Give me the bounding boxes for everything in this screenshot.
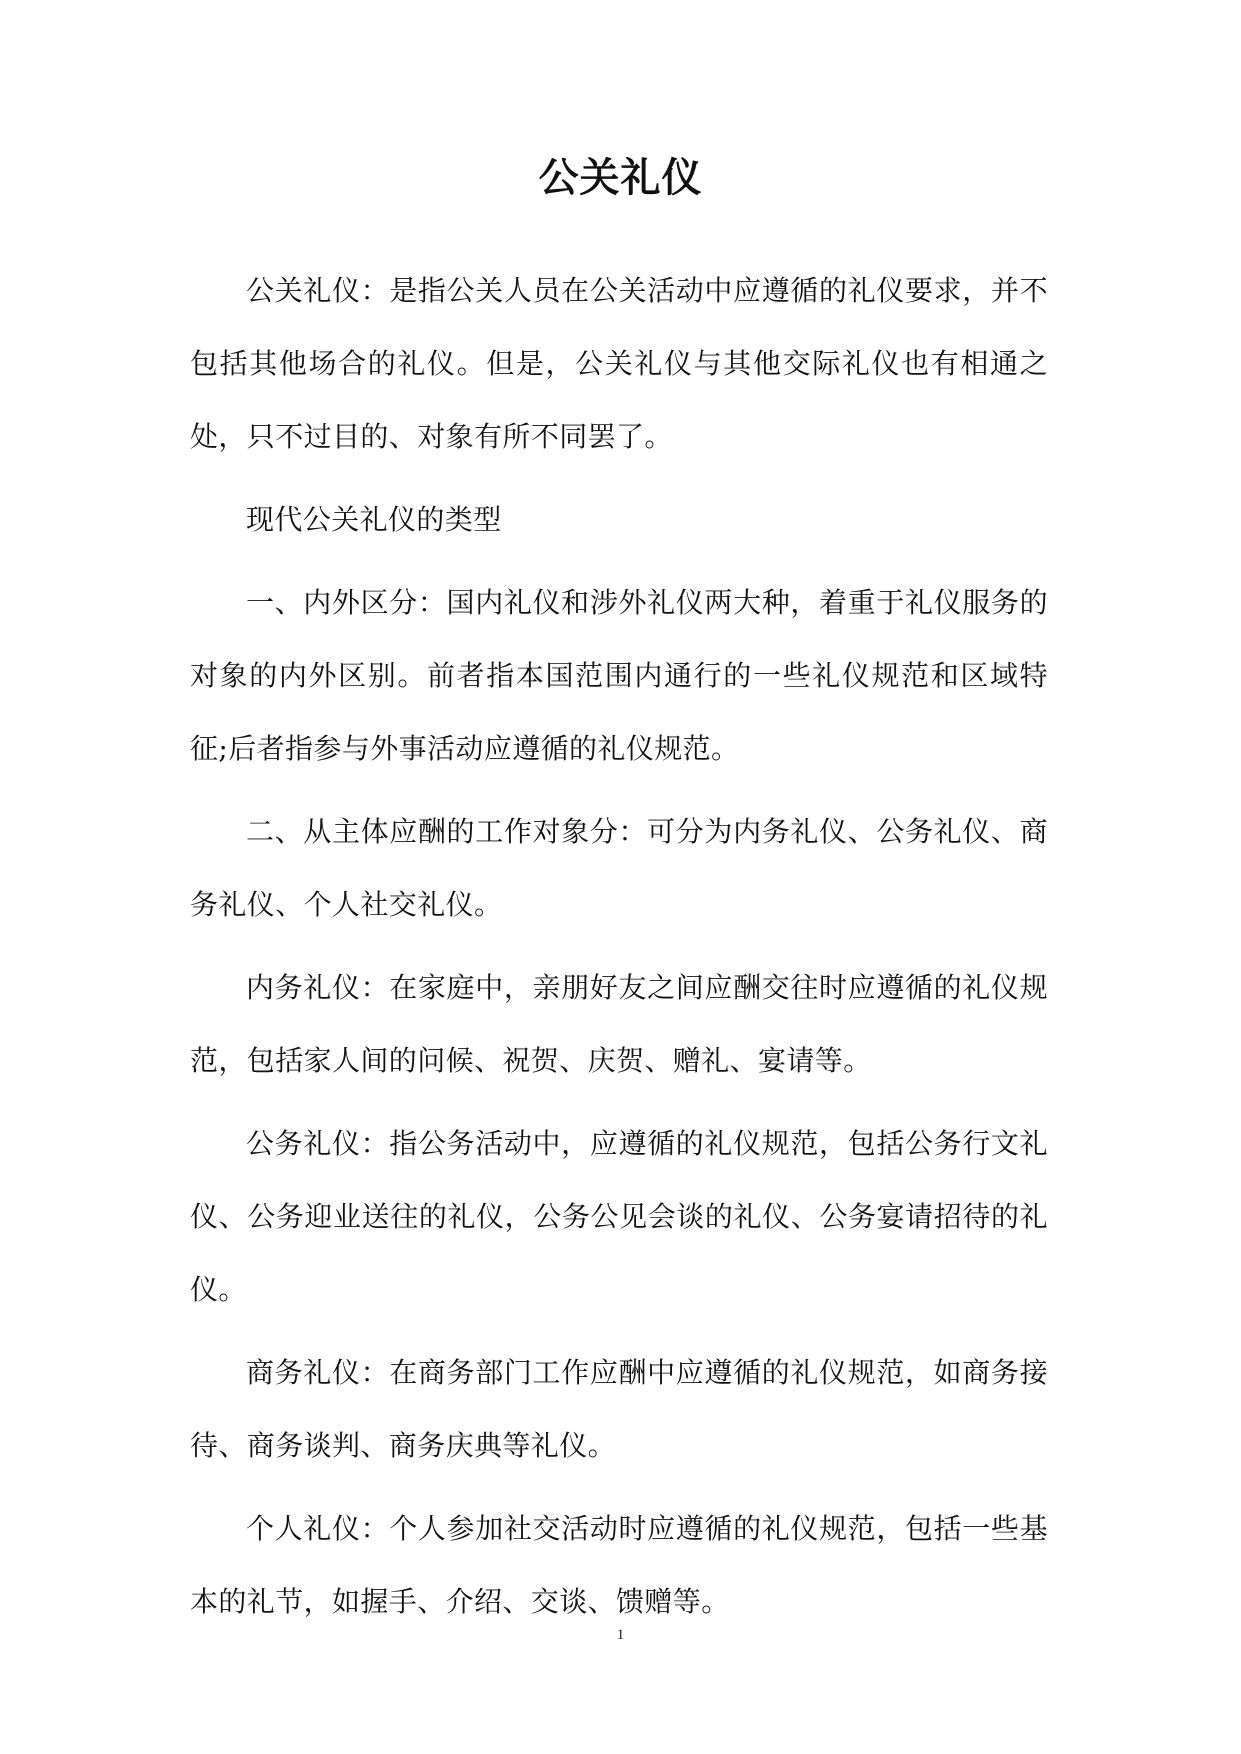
document-body (190, 254, 1048, 1648)
page-number: 1 (616, 1627, 625, 1643)
paragraph-work-object: 二、从主体应酬的工作对象分：可分为内务礼仪、公务礼仪、商务礼仪、个人社交礼仪。 (190, 815, 1048, 921)
document-title: 公关礼仪 (538, 154, 703, 201)
paragraph-household-etiquette: 内务礼仪：在家庭中，亲朋好友之间应酬交往时应遵循的礼仪规范，包括家人间的问候、祝贺、庆贺、赠礼、宴请等。 (190, 971, 1048, 1077)
paragraph-definition: 公关礼仪：是指公关人员在公关活动中应遵循的礼仪要求，并不包括其他场合的礼仪。但是，公关礼仪与其他交际礼仪也有相通之处，只不过目的、对象有所不同罢了。 (190, 274, 1048, 453)
paragraph-official-etiquette: 公务礼仪：指公务活动中，应遵循的礼仪规范，包括公务行文礼仪、公务迎业送往的礼仪，公务公见会谈的礼仪、公务宴请招待的礼仪。 (190, 1127, 1048, 1306)
paragraph-types-heading: 现代公关礼仪的类型 (246, 503, 502, 536)
paragraph-business-etiquette: 商务礼仪：在商务部门工作应酬中应遵循的礼仪规范，如商务接待、商务谈判、商务庆典等礼仪。 (190, 1356, 1048, 1462)
paragraph-internal-external: 一、内外区分：国内礼仪和涉外礼仪两大种，着重于礼仪服务的对象的内外区别。前者指本国范围内通行的一些礼仪规范和区域特征;后者指参与外事活动应遵循的礼仪规范。 (190, 586, 1048, 765)
paragraph-personal-etiquette: 个人礼仪：个人参加社交活动时应遵循的礼仪规范，包括一些基本的礼节，如握手、介绍、交谈、馈赠等。 (190, 1512, 1048, 1618)
